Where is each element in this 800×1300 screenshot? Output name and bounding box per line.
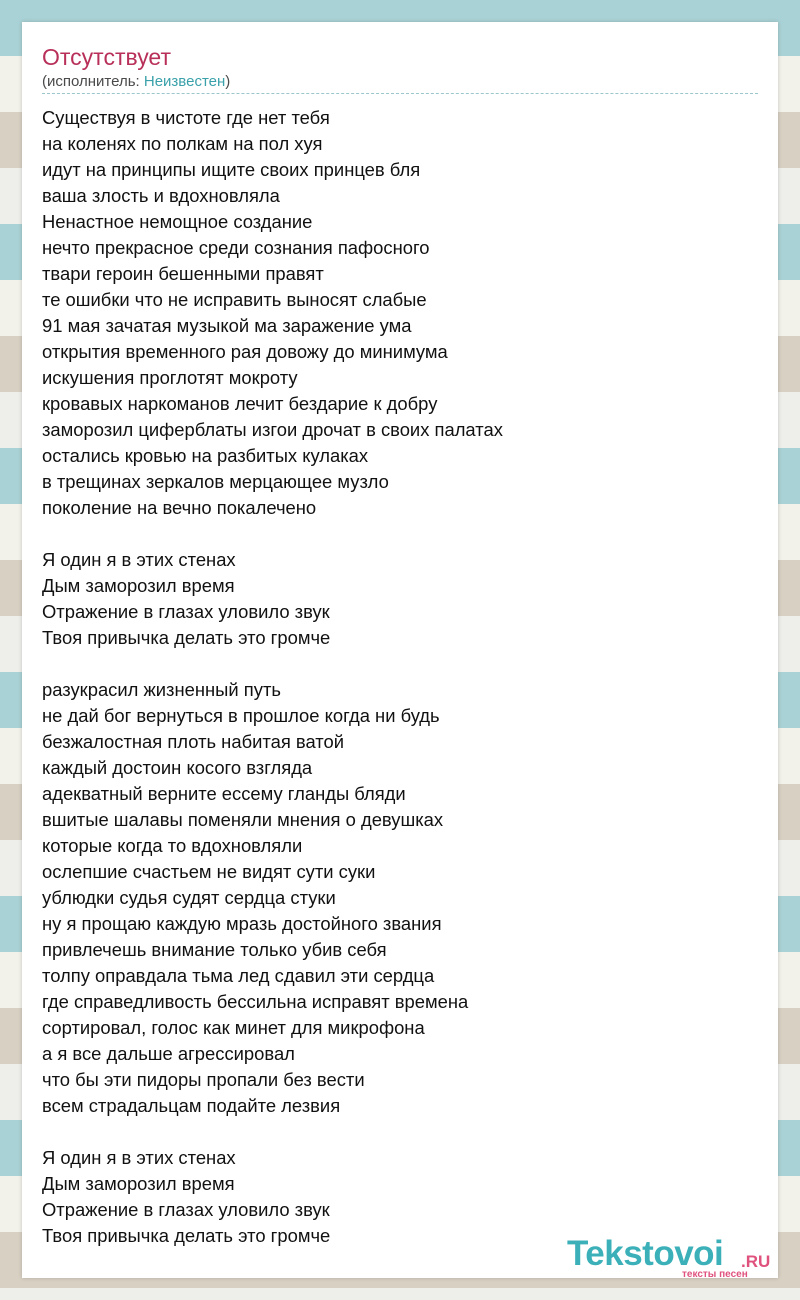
lyric-line: Дым заморозил время <box>42 1173 235 1194</box>
lyric-line: в трещинах зеркалов мерцающее музло <box>42 471 389 492</box>
performer-suffix: ) <box>225 73 231 90</box>
lyrics-card <box>22 22 778 1278</box>
lyric-line: Существуя в чистоте где нет тебя <box>42 107 330 128</box>
lyric-line: Отражение в глазах уловило звук <box>42 601 330 622</box>
lyric-line: твари героин бешенными правят <box>42 263 324 284</box>
lyric-line: нечто прекрасное среди сознания пафосного <box>42 237 430 258</box>
lyric-line: где справедливость бессильна исправят времена <box>42 991 469 1012</box>
song-title: Отсутствует <box>42 44 171 70</box>
lyric-line: а я все дальше агрессировал <box>42 1043 295 1064</box>
lyric-line: искушения проглотят мокроту <box>42 367 298 388</box>
lyric-line: толпу оправдала тьма лед сдавил эти сердца <box>42 965 435 986</box>
lyric-line: Твоя привычка делать это громче <box>42 1225 331 1246</box>
logo-tagline: тексты песен <box>682 1269 748 1280</box>
lyric-line: открытия временного рая довожу до минимума <box>42 341 448 362</box>
lyric-line: что бы эти пидоры пропали без вести <box>42 1069 365 1090</box>
performer-prefix: (исполнитель: <box>42 73 144 90</box>
logo-name: Tekstovoi <box>567 1234 724 1273</box>
lyric-line: ваша злость и вдохновляла <box>42 185 280 206</box>
lyric-line: сортировал, голос как минет для микрофона <box>42 1017 425 1038</box>
lyric-blank-line <box>42 521 758 547</box>
lyric-line: вшитые шалавы поменяли мнения о девушках <box>42 809 444 830</box>
lyric-line: ублюдки судья судят сердца стуки <box>42 887 336 908</box>
lyric-line: которые когда то вдохновляли <box>42 835 303 856</box>
lyric-line: каждый достоин косого взгляда <box>42 757 313 778</box>
site-logo[interactable] <box>567 1232 777 1282</box>
lyric-line: ну я прощаю каждую мразь достойного звания <box>42 913 442 934</box>
lyric-line: идут на принципы ищите своих принцев бля <box>42 159 421 180</box>
performer-line <box>42 73 230 91</box>
lyric-line: 91 мая зачатая музыкой ма заражение ума <box>42 315 412 336</box>
lyric-line: Я один я в этих стенах <box>42 1147 236 1168</box>
lyric-line: Я один я в этих стенах <box>42 549 236 570</box>
lyric-line: Ненастное немощное создание <box>42 211 313 232</box>
lyric-line: поколение на вечно покалечено <box>42 497 317 518</box>
lyric-line: остались кровью на разбитых кулаках <box>42 445 369 466</box>
lyric-line: привлечешь внимание только убив себя <box>42 939 387 960</box>
lyric-line: всем страдальцам подайте лезвия <box>42 1095 341 1116</box>
lyric-line: кровавых наркоманов лечит бездарие к добру <box>42 393 438 414</box>
lyric-line: на коленях по полкам на пол хуя <box>42 133 323 154</box>
lyric-line: Отражение в глазах уловило звук <box>42 1199 330 1220</box>
lyric-line: ослепшие счастьем не видят сути суки <box>42 861 376 882</box>
performer-link[interactable]: Неизвестен <box>143 73 226 90</box>
lyric-line: не дай бог вернуться в прошлое когда ни будь <box>42 705 440 726</box>
lyrics-text <box>42 105 758 1249</box>
logo-domain: .RU <box>741 1252 771 1271</box>
lyric-line: разукрасил жизненный путь <box>42 679 281 700</box>
lyric-line: Дым заморозил время <box>42 575 235 596</box>
lyric-blank-line <box>42 651 758 677</box>
title-divider <box>42 93 758 94</box>
lyric-line: безжалостная плоть набитая ватой <box>42 731 344 752</box>
lyric-line: адекватный верните ессему гланды бляди <box>42 783 406 804</box>
lyric-blank-line <box>42 1119 758 1145</box>
lyric-line: те ошибки что не исправить выносят слабые <box>42 289 427 310</box>
lyric-line: Твоя привычка делать это громче <box>42 627 331 648</box>
lyric-line: заморозил циферблаты изгои дрочат в своих палатах <box>42 419 503 440</box>
